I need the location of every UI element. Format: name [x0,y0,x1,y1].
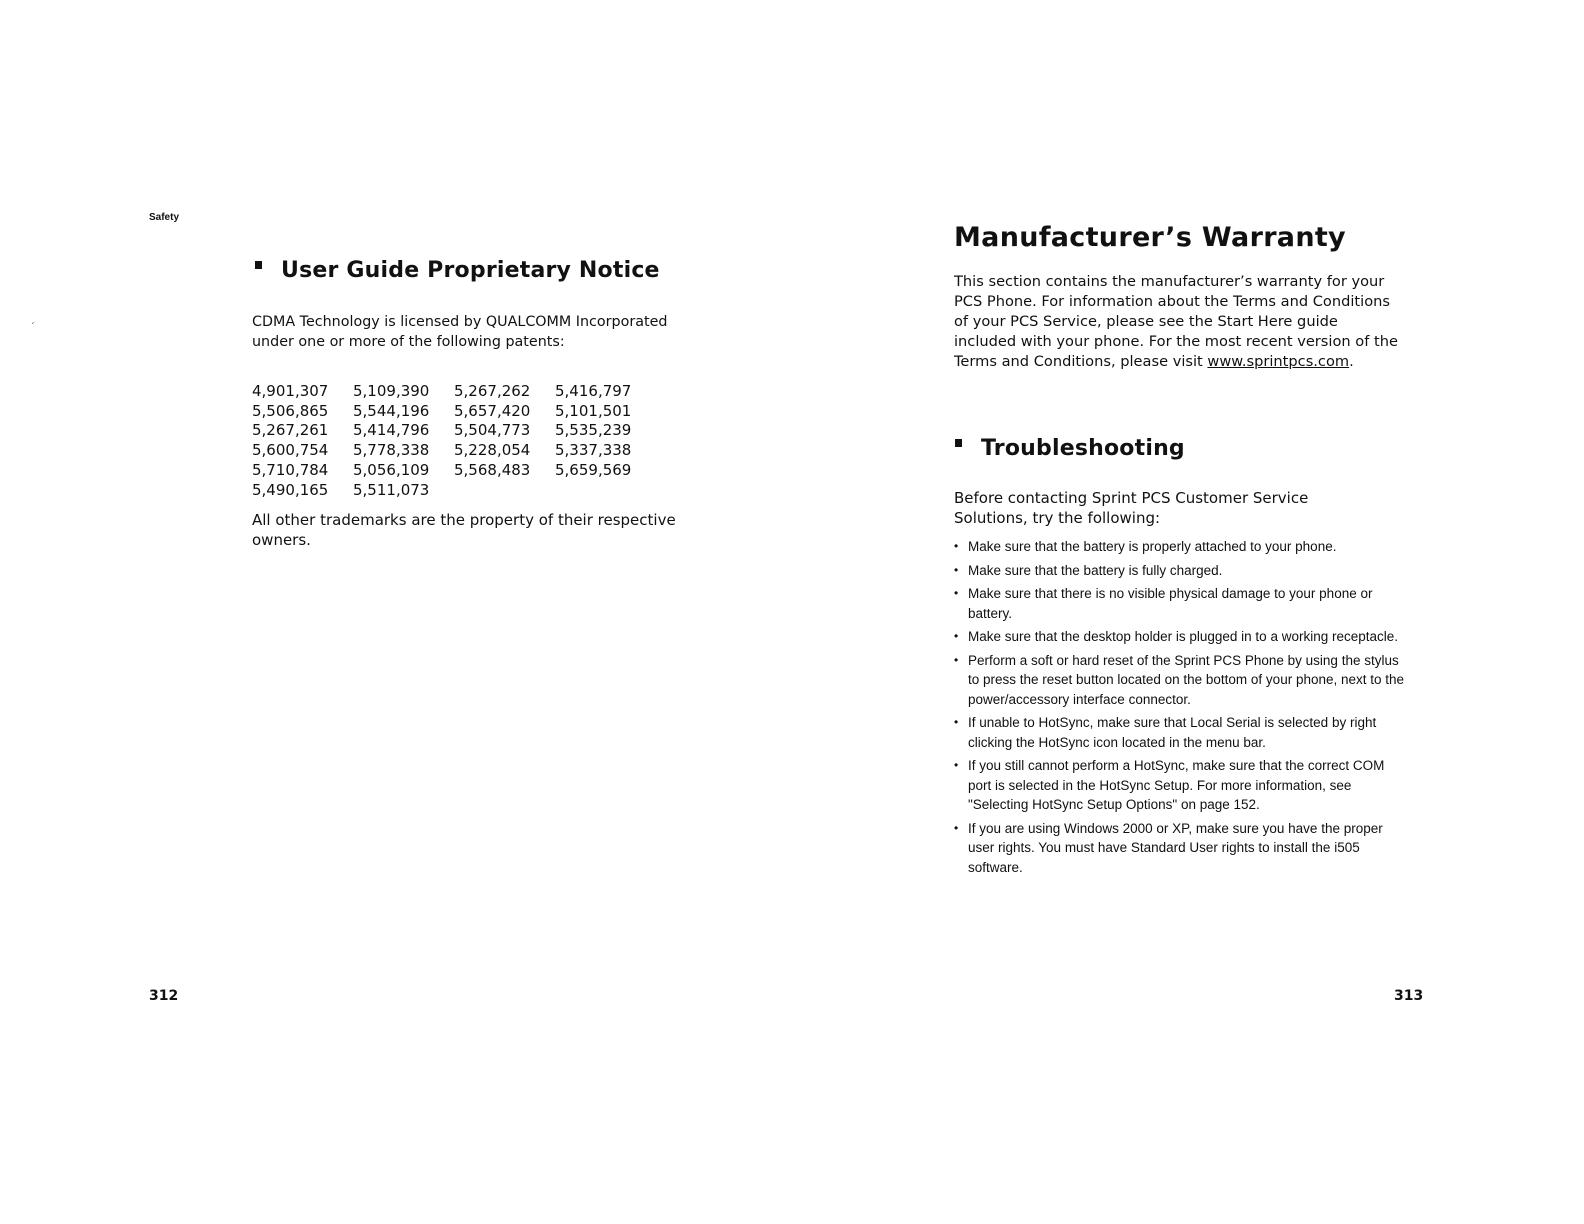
running-header: Safety [149,212,180,223]
section-heading-troubleshooting [955,436,1185,461]
patent-number: 5,414,796 [353,421,430,440]
patent-number: 5,109,390 [353,382,430,400]
patent-row [252,461,656,481]
trademark-note: All other trademarks are the property of their respective owners. [252,511,676,549]
patent-number: 5,544,196 [353,401,430,420]
patent-number: 5,600,754 [252,441,329,460]
troubleshooting-tip: • If you are using Windows 2000 or XP, make sure you have the proper user rights. You must have Standard User rights to install the i505 software. [954,819,1406,878]
square-bullet-icon [255,261,262,269]
patent-number: 5,228,054 [454,441,531,460]
warranty-end: . [1349,353,1354,370]
sprintpcs-link[interactable]: www.sprintpcs.com [1207,353,1350,370]
licensing-intro: CDMA Technology is licensed by QUALCOMM Incorporated under one or more of the following patents: [252,314,668,350]
patent-number: 5,504,773 [454,421,531,440]
page-title: Manufacturer’s Warranty [954,222,1346,253]
patent-number: 5,710,784 [252,460,329,479]
stray-mark: ´ [30,322,35,333]
patent-table [252,382,656,500]
patent-row [252,441,656,461]
patent-number: 5,267,262 [454,382,531,400]
patent-number: 5,056,109 [353,460,430,479]
troubleshooting-tip: • Make sure that the battery is properly attached to your phone. [954,537,1406,557]
patent-number: 5,506,865 [252,401,329,420]
troubleshooting-list [954,537,1406,881]
troubleshooting-tip: • Make sure that the desktop holder is plugged in to a working receptacle. [954,627,1406,647]
warranty-paragraph [954,272,1404,372]
patent-row [252,421,656,441]
section-heading-text: Troubleshooting [981,436,1185,461]
warranty-text: This section contains the manufacturer’s warranty for your PCS Phone. For information about the Terms and Conditions of your PCS Service, please see the Start Here guide included with your phone. For the most recent version of the Terms and Conditions, please visit [954,273,1398,370]
page-number-left: 312 [149,988,179,1004]
troubleshooting-tip: • Make sure that the battery is fully charged. [954,561,1406,581]
patent-number: 5,568,483 [454,460,531,479]
troubleshooting-tip: • If you still cannot perform a HotSync, make sure that the correct COM port is selected in the HotSync Setup. For more information, see "Selecting HotSync Setup Options" on page 152. [954,756,1406,815]
patent-number: 5,778,338 [353,441,430,460]
patent-row [252,402,656,422]
patent-number: 4,901,307 [252,382,329,400]
section-heading-proprietary-notice [255,258,660,283]
patent-number: 5,416,797 [555,382,632,400]
section-heading-text: User Guide Proprietary Notice [281,258,660,283]
square-bullet-icon [955,439,962,447]
patent-row [252,481,656,501]
troubleshooting-tip: • Perform a soft or hard reset of the Sprint PCS Phone by using the stylus to press the reset button located on the bottom of your phone, next to the power/accessory interface connector. [954,651,1406,710]
patent-number: 5,659,569 [555,460,632,479]
patent-number: 5,535,239 [555,421,632,440]
troubleshooting-intro: Before contacting Sprint PCS Customer Service Solutions, try the following: [954,489,1309,527]
patent-number: 5,657,420 [454,401,531,420]
patent-number: 5,511,073 [353,480,430,499]
right-page [792,0,1584,1224]
patent-row [252,382,656,402]
page-number-right: 313 [1394,988,1424,1004]
patent-number: 5,101,501 [555,401,632,420]
troubleshooting-tip: • Make sure that there is no visible physical damage to your phone or battery. [954,584,1406,623]
patent-number: 5,267,261 [252,421,329,440]
troubleshooting-tip: • If unable to HotSync, make sure that Local Serial is selected by right clicking the HotSync icon located in the menu bar. [954,713,1406,752]
patent-number: 5,490,165 [252,480,329,499]
patent-number: 5,337,338 [555,441,632,460]
